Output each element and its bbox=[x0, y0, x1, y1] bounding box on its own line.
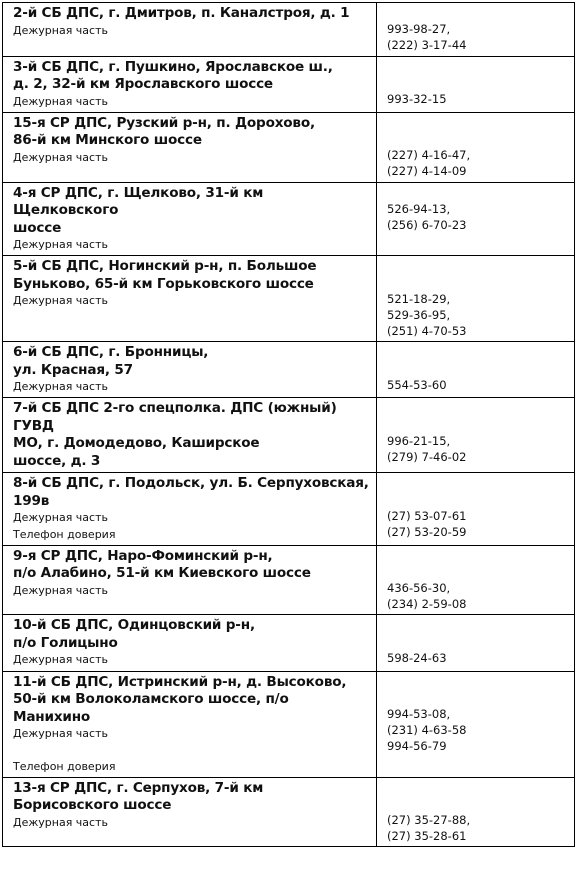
phone-number bbox=[387, 492, 568, 508]
phone-number: (27) 53-07-61 bbox=[387, 508, 467, 523]
unit-lines bbox=[13, 150, 370, 166]
phone-number: 993-98-27, bbox=[387, 22, 451, 37]
unit-cell bbox=[3, 56, 377, 112]
unit-title: 9-я СР ДПС, Наро-Фоминский р-н, п/о Алабино, 51-й км Киевского шоссе bbox=[13, 547, 311, 582]
unit-lines bbox=[13, 23, 370, 39]
phone-cell bbox=[377, 615, 575, 671]
phone-number: (279) 7-46-02 bbox=[387, 449, 467, 464]
unit-lines bbox=[13, 94, 370, 110]
table-row bbox=[3, 398, 575, 473]
unit-title: 2-й СБ ДПС, г. Дмитров, п. Каналстроя, д. 1 bbox=[13, 5, 350, 21]
phone-number: 993-32-15 bbox=[387, 91, 447, 106]
table-row bbox=[3, 3, 575, 57]
phone-number bbox=[387, 690, 568, 706]
unit-lines bbox=[13, 237, 370, 253]
phone-number bbox=[387, 274, 568, 290]
phone-number bbox=[387, 617, 568, 633]
line-label: Дежурная часть bbox=[13, 150, 108, 164]
phone-number bbox=[387, 115, 568, 131]
unit-cell bbox=[3, 777, 377, 847]
table-row bbox=[3, 56, 575, 112]
phone-number bbox=[387, 344, 568, 360]
table-row bbox=[3, 615, 575, 671]
unit-cell bbox=[3, 342, 377, 398]
phone-number bbox=[387, 400, 568, 416]
phone-number: (222) 3-17-44 bbox=[387, 38, 467, 53]
line-label: Дежурная часть bbox=[13, 94, 108, 108]
line-label: Дежурная часть bbox=[13, 294, 108, 308]
unit-cell bbox=[3, 3, 377, 57]
phone-number bbox=[387, 185, 568, 201]
phone-number bbox=[387, 780, 568, 796]
phone-cell bbox=[377, 342, 575, 398]
unit-cell bbox=[3, 473, 377, 545]
phone-number bbox=[387, 564, 568, 580]
phone-cell bbox=[377, 473, 575, 545]
unit-cell bbox=[3, 398, 377, 473]
line-label bbox=[13, 742, 370, 758]
phone-number bbox=[387, 258, 568, 274]
unit-title: 11-й СБ ДПС, Истринский р-н, д. Высоково, 50-й км Волоколамского шоссе, п/о Манихино bbox=[13, 673, 347, 725]
unit-lines bbox=[13, 379, 370, 395]
phone-number bbox=[387, 131, 568, 147]
unit-lines bbox=[13, 815, 370, 831]
unit-title: 5-й СБ ДПС, Ногинский р-н, п. Большое Буньково, 65-й км Горьковского шоссе bbox=[13, 258, 317, 292]
phone-number bbox=[387, 475, 568, 491]
table-row bbox=[3, 545, 575, 615]
line-label: Дежурная часть bbox=[13, 727, 108, 741]
phone-cell bbox=[377, 398, 575, 473]
line-label: Дежурная часть bbox=[13, 583, 108, 597]
table-row bbox=[3, 342, 575, 398]
line-label: Телефон доверия bbox=[13, 759, 116, 773]
phone-number: 994-53-08, bbox=[387, 707, 451, 721]
unit-lines bbox=[13, 583, 370, 599]
unit-cell bbox=[3, 615, 377, 671]
phone-number: 598-24-63 bbox=[387, 650, 447, 665]
phone-number: 526-94-13, bbox=[387, 201, 451, 216]
table-row bbox=[3, 473, 575, 545]
unit-lines bbox=[13, 293, 370, 309]
phone-number: (251) 4-70-53 bbox=[387, 323, 467, 338]
line-label: Дежурная часть bbox=[13, 380, 108, 394]
phone-number bbox=[387, 634, 568, 650]
table-row bbox=[3, 256, 575, 342]
table-row bbox=[3, 182, 575, 256]
table-row bbox=[3, 777, 575, 847]
unit-cell bbox=[3, 256, 377, 342]
phone-number bbox=[387, 59, 568, 75]
unit-title: 15-я СР ДПС, Рузский р-н, п. Дорохово, 86-й км Минского шоссе bbox=[13, 114, 315, 149]
phone-number: (27) 35-28-61 bbox=[387, 829, 467, 844]
unit-cell bbox=[3, 182, 377, 256]
phone-cell bbox=[377, 112, 575, 182]
phone-number: (27) 53-20-59 bbox=[387, 524, 467, 539]
phone-cell bbox=[377, 777, 575, 847]
phone-number: (256) 6-70-23 bbox=[387, 217, 467, 232]
phone-number: (231) 4-63-58 bbox=[387, 723, 467, 738]
phone-number: (227) 4-16-47, bbox=[387, 148, 471, 163]
phone-number bbox=[387, 548, 568, 564]
table-row bbox=[3, 112, 575, 182]
phone-number bbox=[387, 796, 568, 812]
unit-lines bbox=[13, 726, 370, 775]
phone-number: 554-53-60 bbox=[387, 377, 447, 392]
phone-number: 994-56-79 bbox=[387, 739, 447, 754]
phone-number: (234) 2-59-08 bbox=[387, 597, 467, 612]
unit-title: 13-я СР ДПС, г. Серпухов, 7-й км Борисовского шоссе bbox=[13, 779, 264, 814]
phone-number: (227) 4-14-09 bbox=[387, 164, 467, 179]
table-row bbox=[3, 671, 575, 777]
line-label: Дежурная часть bbox=[13, 815, 108, 829]
phone-cell bbox=[377, 671, 575, 777]
unit-title: 10-й СБ ДПС, Одинцовский р-н, п/о Голицыно bbox=[13, 617, 255, 651]
dps-directory-table bbox=[2, 2, 575, 847]
phone-cell bbox=[377, 256, 575, 342]
phone-number: 996-21-15, bbox=[387, 433, 451, 448]
phone-number bbox=[387, 417, 568, 433]
unit-cell bbox=[3, 112, 377, 182]
line-label: Дежурная часть bbox=[13, 23, 108, 37]
phone-cell bbox=[377, 56, 575, 112]
unit-title: 4-я СР ДПС, г. Щелково, 31-й км Щелковского шоссе bbox=[13, 184, 264, 236]
unit-title: 6-й СБ ДПС, г. Бронницы, ул. Красная, 57 bbox=[13, 344, 209, 378]
unit-title: 8-й СБ ДПС, г. Подольск, ул. Б. Серпуховская, 199в bbox=[13, 475, 369, 509]
unit-lines bbox=[13, 652, 370, 668]
phone-number: 521-18-29, bbox=[387, 291, 451, 306]
unit-title: 3-й СБ ДПС, г. Пушкино, Ярославское ш., д. 2, 32-й км Ярославского шоссе bbox=[13, 58, 333, 93]
phone-number bbox=[387, 5, 568, 21]
phone-number: (27) 35-27-88, bbox=[387, 813, 471, 828]
phone-cell bbox=[377, 182, 575, 256]
unit-title: 7-й СБ ДПС 2-го спецполка. ДПС (южный) ГУВД МО, г. Домодедово, Каширское шоссе, д. 3 bbox=[13, 400, 337, 469]
line-label: Дежурная часть bbox=[13, 511, 108, 525]
phone-number bbox=[387, 674, 568, 690]
directory-body bbox=[3, 3, 575, 847]
line-label: Дежурная часть bbox=[13, 238, 108, 251]
unit-cell bbox=[3, 671, 377, 777]
phone-number bbox=[387, 75, 568, 91]
unit-cell bbox=[3, 545, 377, 615]
unit-lines bbox=[13, 510, 370, 542]
phone-number bbox=[387, 360, 568, 376]
phone-number: 436-56-30, bbox=[387, 581, 451, 596]
phone-number: 529-36-95, bbox=[387, 307, 451, 322]
line-label: Дежурная часть bbox=[13, 653, 108, 667]
line-label: Телефон доверия bbox=[13, 527, 116, 541]
phone-cell bbox=[377, 545, 575, 615]
phone-cell bbox=[377, 3, 575, 57]
